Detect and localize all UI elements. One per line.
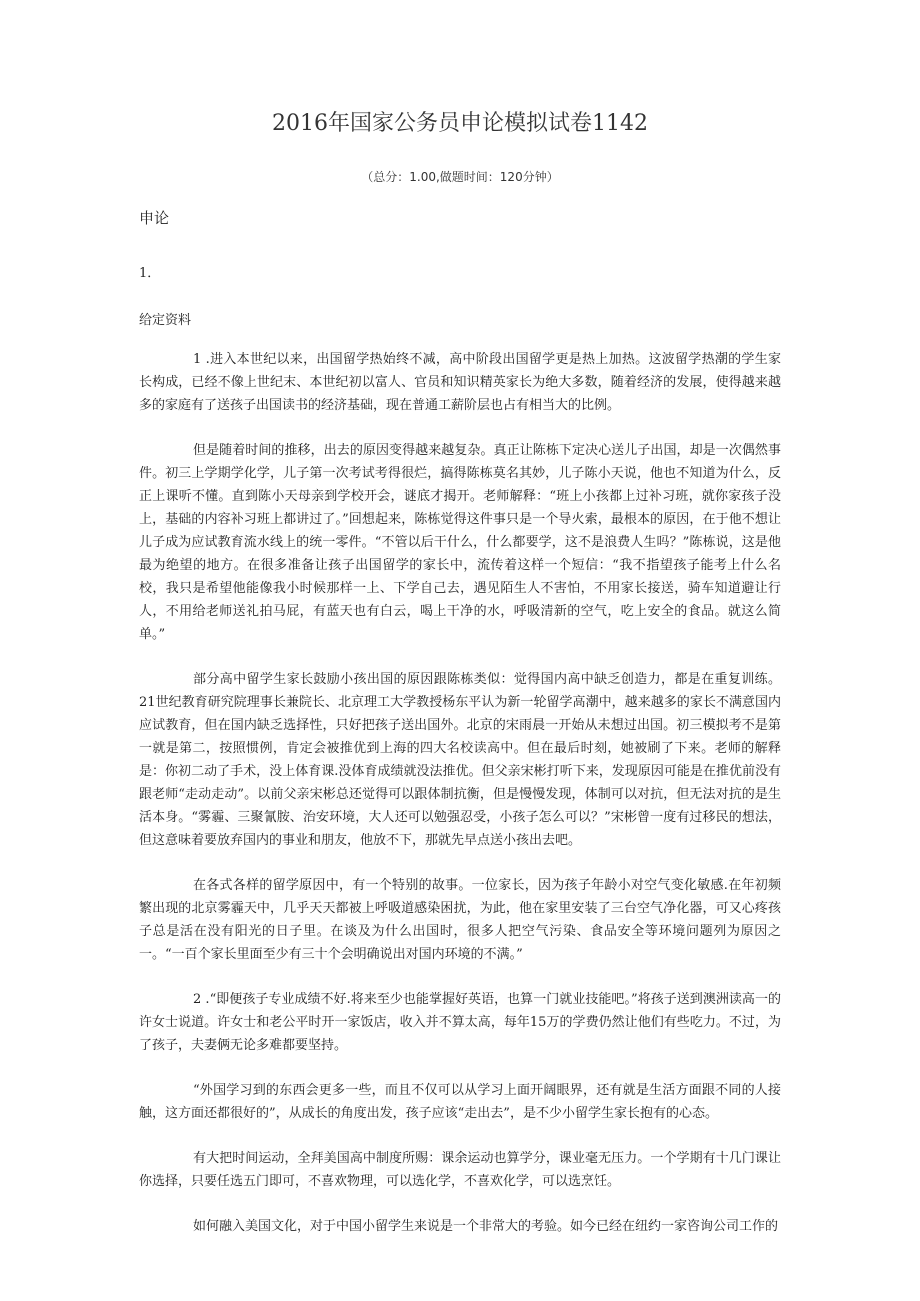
- given-materials-label: 给定资料: [139, 313, 192, 328]
- section-heading: 申论: [139, 209, 170, 227]
- paragraph: 部分高中留学生家长鼓励小孩出国的原因跟陈栋类似：觉得国内高中缺乏创造力，都是在重复训练。21世纪教育研究院理事长兼院长、北京理工大学教授杨东平认为新一轮留学高潮中，越来越多的家长不满意国内应试教育，但在国内缺乏选择性，只好把孩子送出国外。北京的宋雨晨一开始从未想过出国。初三模拟考不是第一就是第二，按照惯例，肯定会被推优到上海的四大名校读高中。但在最后时刻，她被刷了下来。老师的解释是：你初二动了手术，没上体育课.没体育成绩就没法推优。但父亲宋彬打听下来，发现原因可能是在推优前没有跟老师“走动走动”。以前父亲宋彬总还觉得可以跟体制抗衡，但是慢慢发现，体制可以对抗，但无法对抗的是生活本身。“雾霾、三聚氰胺、治安环境，大人还可以勉强忍受，小孩子怎么可以？”宋彬曾一度有过移民的想法，但这意味着要放弃国内的事业和朋友，他放不下，那就先早点送小孩出去吧。: [139, 672, 781, 848]
- question-number: 1．: [139, 266, 161, 281]
- paragraph: “外国学习到的东西会更多一些，而且不仅可以从学习上面开阔眼界，还有就是生活方面跟不同的人接触，这方面还都很好的”，从成长的角度出发，孩子应该“走出去”，是不少小留学生家长抱有的心态。: [139, 1083, 781, 1121]
- document-title: 2016年国家公务员申论模拟试卷1142: [272, 111, 648, 136]
- paragraph: 有大把时间运动，全拜美国高中制度所赐：课余运动也算学分，课业毫无压力。一个学期有十几门课让你选择，只要任选五门即可，不喜欢物理，可以选化学，不喜欢化学，可以选烹饪。: [139, 1151, 781, 1189]
- materials-body: [139, 348, 781, 1260]
- paragraph: 在各式各样的留学原因中，有一个特别的故事。一位家长，因为孩子年龄小对空气变化敏感.在年初频繁出现的北京雾霾天中，几乎天天都被上呼吸道感染困扰，为此，他在家里安装了三台空气净化器，可又心疼孩子总是活在没有阳光的日子里。在谈及为什么出国时，很多人把空气污染、食品安全等环境问题列为原因之一。“一百个家长里面至少有三十个会明确说出对国内环境的不满。”: [139, 878, 781, 962]
- paragraph: 如何融入美国文化，对于中国小留学生来说是一个非常大的考验。如今已经在纽约一家咨询公司工作的: [193, 1219, 779, 1234]
- paragraph: 1 .进入本世纪以来，出国留学热始终不减，高中阶段出国留学更是热上加热。这波留学热潮的学生家长构成，已经不像上世纪末、本世纪初以富人、官员和知识精英家长为绝大多数，随着经济的发展，使得越来越多的家庭有了送孩子出国读书的经济基础，现在普通工薪阶层也占有相当大的比例。: [139, 352, 781, 413]
- exam-meta: （总分：1.00,做题时间：120分钟）: [361, 170, 559, 184]
- paragraph: 但是随着时间的推移，出去的原因变得越来越复杂。真正让陈栋下定决心送儿子出国，却是一次偶然事件。初三上学期学化学，儿子第一次考试考得很烂，搞得陈栋莫名其妙，儿子陈小天说，他也不知道为什么，反正上课听不懂。直到陈小天母亲到学校开会，谜底才揭开。老师解释：“班上小孩都上过补习班，就你家孩子没上，基础的内容补习班上都讲过了。”回想起来，陈栋觉得这件事只是一个导火索，最根本的原因，在于他不想让儿子成为应试教育流水线上的统一零件。“不管以后干什么，什么都要学，这不是浪费人生吗？”陈栋说，这是他最为绝望的地方。在很多准备让孩子出国留学的家长中，流传着这样一个短信：“我不指望孩子能考上什么名校，我只是希望他能像我小时候那样一上、下学自己去，遇见陌生人不害怕，不用家长接送，骑车知道避让行人，不用给老师送礼拍马屁，有蓝天也有白云，喝上干净的水，呼吸清新的空气，吃上安全的食品。就这么简单。”: [139, 443, 781, 642]
- paragraph: 2 .“即便孩子专业成绩不好.将来至少也能掌握好英语，也算一门就业技能吧。”将孩子送到澳洲读高一的许女士说道。许女士和老公平时开一家饭店，收入并不算太高，每年15万的学费仍然让他们有些吃力。不过，为了孩子，夫妻俩无论多难都要坚持。: [139, 992, 781, 1053]
